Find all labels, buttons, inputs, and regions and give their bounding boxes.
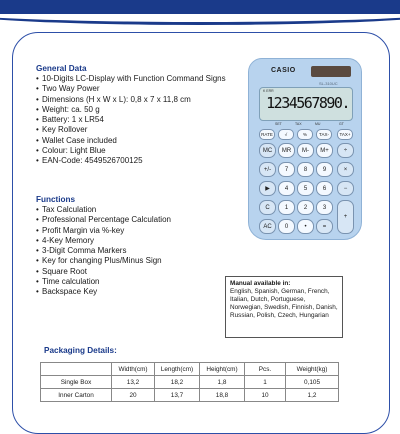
header-curve [0, 0, 400, 25]
list-item: • Dimensions (H x W x L): 0,8 x 7 x 11,8 cm [36, 95, 226, 105]
calculator-key: C [259, 200, 276, 215]
table-cell: 18,2 [155, 376, 200, 389]
list-item: • Profit Margin via %-key [36, 226, 171, 236]
list-item: • Two Way Power [36, 84, 226, 94]
functions-list [36, 205, 171, 298]
manual-title: Manual available in: [230, 280, 291, 287]
manual-languages: English, Spanish, German, French, Italian, Dutch, Portuguese, Norwegian, Swedish, Finnish, Danish, Russian, Polish, Czech, Hungarian [230, 288, 338, 319]
calculator-key: × [337, 162, 354, 177]
list-item: • 3-Digit Comma Markers [36, 246, 171, 256]
packaging-col-header: Length(cm) [155, 363, 200, 376]
list-item: • Key Rollover [36, 125, 226, 135]
calculator-model: SL-310UC [319, 81, 338, 86]
calculator-key: 2 [297, 200, 314, 215]
list-item: • EAN-Code: 4549526700125 [36, 156, 226, 166]
calculator-key: 7 [278, 162, 295, 177]
packaging-col-header [41, 363, 112, 376]
list-item: • 10-Digits LC-Display with Function Command Signs [36, 74, 226, 84]
list-item: • Battery: 1 x LR54 [36, 115, 226, 125]
calculator-key: M+ [316, 143, 333, 158]
calculator-key: + [337, 200, 354, 234]
calculator-key: TAX- [316, 129, 332, 140]
packaging-col-header: Height(cm) [200, 363, 245, 376]
calculator-key: 6 [316, 181, 333, 196]
table-cell: Single Box [41, 376, 112, 389]
list-item: • 4-Key Memory [36, 236, 171, 246]
packaging-table [40, 362, 339, 402]
solar-panel [311, 66, 351, 77]
calculator-key: TAX+ [337, 129, 353, 140]
key-sublabel: TAX [295, 122, 302, 126]
calculator-key: = [316, 219, 333, 234]
calculator-key: AC [259, 219, 276, 234]
key-sublabel: MU [315, 122, 321, 126]
packaging-header-row [41, 363, 339, 376]
table-cell: Inner Carton [41, 389, 112, 402]
calculator-key: RATE [259, 129, 275, 140]
functions-heading: Functions [36, 195, 76, 204]
calculator-key: % [297, 129, 313, 140]
table-cell: 10 [245, 389, 286, 402]
packaging-heading: Packaging Details: [44, 346, 117, 355]
table-row [41, 376, 339, 389]
calculator-key: ÷ [337, 143, 354, 158]
calculator-key: MC [259, 143, 276, 158]
packaging-col-header: Weight(kg) [286, 363, 339, 376]
list-item: • Tax Calculation [36, 205, 171, 215]
general-data-list [36, 74, 226, 167]
calculator-key: • [297, 219, 314, 234]
table-cell: 1 [245, 376, 286, 389]
calculator-product-image [248, 58, 362, 240]
list-item: • Time calculation [36, 277, 171, 287]
table-cell: 1,8 [200, 376, 245, 389]
calculator-key: 8 [297, 162, 314, 177]
list-item: • Square Root [36, 267, 171, 277]
display-indicator: K ERR [263, 89, 274, 93]
calculator-key: 5 [297, 181, 314, 196]
packaging-col-header: Pcs. [245, 363, 286, 376]
list-item: • Colour: Light Blue [36, 146, 226, 156]
top-header-band [0, 0, 400, 22]
general-data-heading: General Data [36, 64, 87, 73]
calculator-key: M- [297, 143, 314, 158]
calculator-brand: CASIO [271, 67, 296, 74]
manual-languages-box [225, 276, 343, 338]
calculator-key: 3 [316, 200, 333, 215]
table-cell: 1,2 [286, 389, 339, 402]
table-cell: 20 [112, 389, 155, 402]
calculator-key: +/- [259, 162, 276, 177]
calculator-key: MR [278, 143, 295, 158]
list-item: • Wallet Case included [36, 136, 226, 146]
calculator-key: 9 [316, 162, 333, 177]
calculator-key: − [337, 181, 354, 196]
key-sublabel: GT [339, 122, 344, 126]
key-sublabel: SET [275, 122, 282, 126]
list-item: • Backspace Key [36, 287, 171, 297]
table-cell: 0,105 [286, 376, 339, 389]
table-cell: 18,8 [200, 389, 245, 402]
table-cell: 13,7 [155, 389, 200, 402]
calculator-key: ▶ [259, 181, 276, 196]
calculator-key: 0 [278, 219, 295, 234]
calculator-key: 4 [278, 181, 295, 196]
list-item: • Key for changing Plus/Minus Sign [36, 256, 171, 266]
list-item: • Weight: ca. 50 g [36, 105, 226, 115]
packaging-col-header: Width(cm) [112, 363, 155, 376]
calculator-key: 1 [278, 200, 295, 215]
calculator-display-digits: 1234567890. [266, 94, 349, 112]
table-cell: 13,2 [112, 376, 155, 389]
calculator-key: √ [278, 129, 294, 140]
list-item: • Professional Percentage Calculation [36, 215, 171, 225]
